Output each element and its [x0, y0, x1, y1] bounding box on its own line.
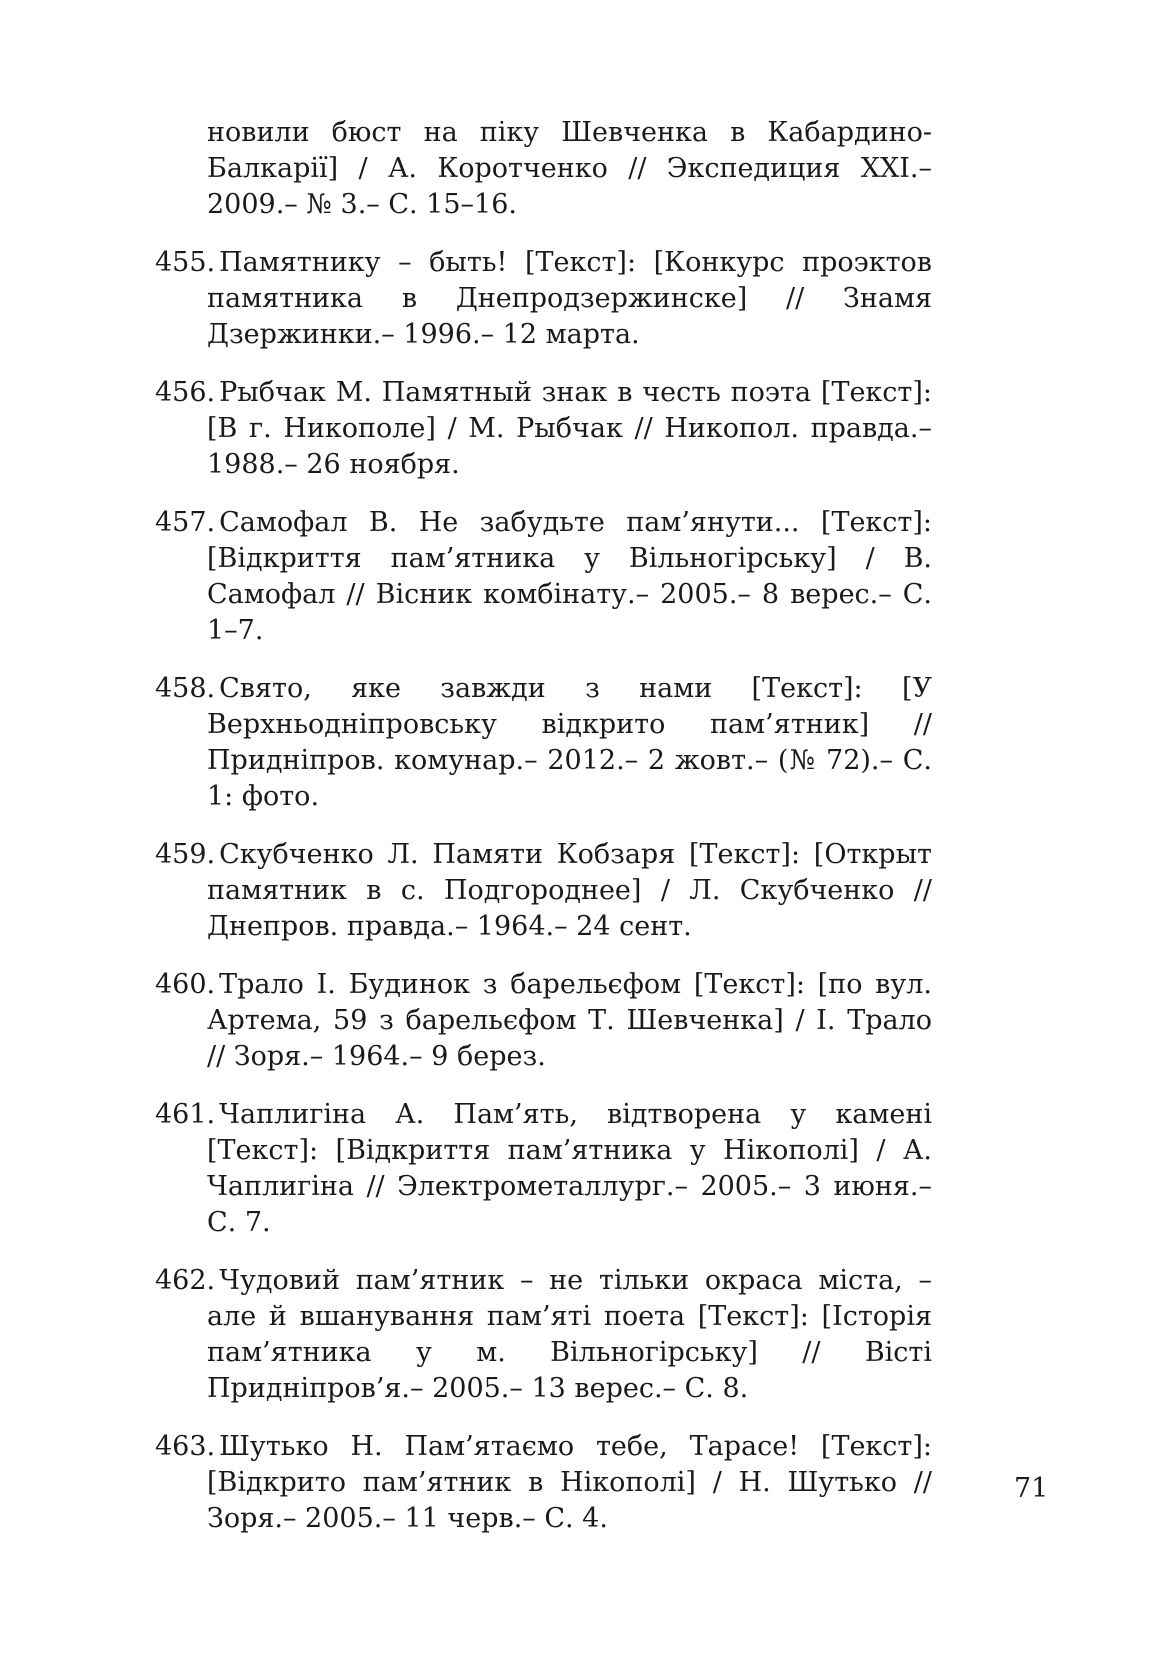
entry-number: 457.	[155, 507, 216, 538]
entry-text: Рыбчак М. Памятный знак в честь поэта [Текст]: [В г. Никополе] / М. Рыбчак // Никопол. правда.– 1988.– 26 ноября.	[207, 377, 932, 480]
bibliography-entry-459	[155, 837, 932, 945]
entry-text: Шутько Н. Пам’ятаємо тебе, Тарасе! [Текст]: [Відкрито пам’ятник в Нікополі] / Н. Шутько // Зоря.– 2005.– 11 черв.– С. 4.	[207, 1431, 932, 1534]
bibliography-entry-460	[155, 967, 932, 1075]
entry-number: 455.	[155, 247, 216, 278]
bibliography-entry-457	[155, 505, 932, 649]
bibliography-entry-462	[155, 1263, 932, 1407]
bibliography-entry-458	[155, 671, 932, 815]
bibliography-entry-456	[155, 375, 932, 483]
bibliography-entry-455	[155, 245, 932, 353]
entry-number: 458.	[155, 673, 216, 704]
entry-number: 462.	[155, 1265, 216, 1296]
entry-number: 461.	[155, 1099, 216, 1130]
entry-number: 463.	[155, 1431, 216, 1462]
entry-text: Скубченко Л. Памяти Кобзаря [Текст]: [Открыт памятник в с. Подгороднее] / Л. Скубченко // Днепров. правда.– 1964.– 24 сент.	[207, 839, 932, 942]
entry-text: Самофал В. Не забудьте пам’янути... [Текст]: [Відкриття пам’ятника у Вільногірську] / В. Самофал // Вісник комбінату.– 2005.– 8 верес.– С. 1–7.	[207, 507, 932, 646]
entry-number: 456.	[155, 377, 216, 408]
page-number: 71	[1014, 1473, 1049, 1504]
bibliography-entry-463	[155, 1429, 932, 1537]
entry-text: Чудовий пам’ятник – не тільки окраса міста, – але й вшанування пам’яті поета [Текст]: [Історія пам’ятника у м. Вільногірську] // Вісті Придніпров’я.– 2005.– 13 верес.– С. 8.	[207, 1265, 932, 1404]
entry-number: 459.	[155, 839, 216, 870]
entry-number: 460.	[155, 969, 216, 1000]
entry-continuation: новили бюст на піку Шевченка в Кабардино-Балкарії] / А. Коротченко // Экспедиция ХХI.– 2009.– № 3.– С. 15–16.	[207, 117, 932, 220]
bibliography-entry-461	[155, 1097, 932, 1241]
entry-text: Свято, яке завжди з нами [Текст]: [У Верхньодніпровську відкрито пам’ятник] // Придніпров. комунар.– 2012.– 2 жовт.– (№ 72).– С. 1: фото.	[207, 673, 932, 812]
bibliography-list	[155, 115, 932, 1559]
entry-text: Чаплигіна А. Пам’ять, відтворена у камені [Текст]: [Відкриття пам’ятника у Нікополі] / А. Чаплигіна // Электрометаллург.– 2005.– 3 июня.– С. 7.	[207, 1099, 932, 1238]
entry-text: Памятнику – быть! [Текст]: [Конкурс проэктов памятника в Днепродзержинске] // Знамя Дзержинки.– 1996.– 12 марта.	[207, 247, 932, 350]
entry-text: Трало І. Будинок з барельєфом [Текст]: [по вул. Артема, 59 з барельєфом Т. Шевченка] / І. Трало // Зоря.– 1964.– 9 берез.	[207, 969, 932, 1072]
